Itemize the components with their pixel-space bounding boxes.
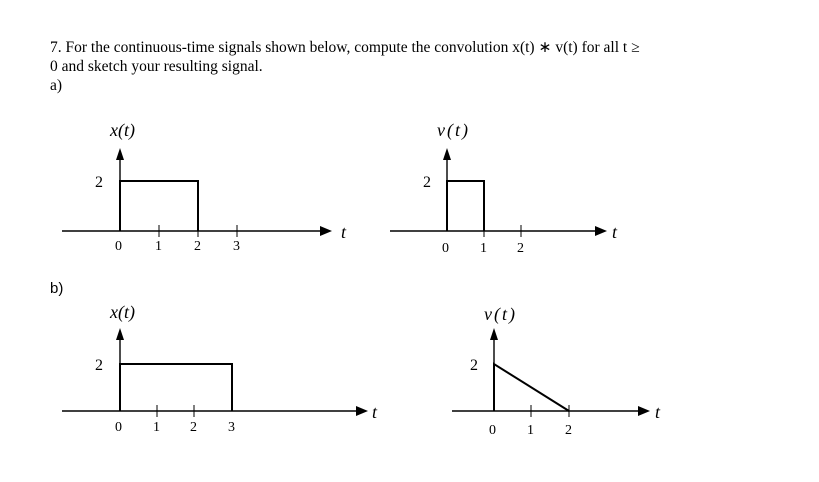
amplitude-axis-arrow (116, 148, 124, 160)
plot-title: x(t) (110, 120, 135, 140)
problem-line-2: 0 and sketch your resulting signal. (50, 58, 263, 75)
signal-x-b (120, 364, 232, 411)
plot-a-x (62, 120, 347, 254)
signal-v-b (494, 364, 569, 411)
time-axis-arrow (638, 406, 650, 416)
tick-label: 0 (442, 241, 449, 256)
time-axis-arrow (320, 226, 332, 236)
amplitude-axis-arrow (443, 148, 451, 160)
plot-b-v (452, 304, 661, 438)
time-axis-arrow (356, 406, 368, 416)
time-axis-arrow (595, 226, 607, 236)
plot-title: v(t) (437, 120, 470, 140)
tick-label: 1 (480, 241, 487, 256)
amplitude-label: 2 (95, 174, 103, 191)
tick-label: 2 (517, 241, 524, 256)
problem-line-1: 7. For the continuous-time signals shown below, compute the convolution x(t) ∗ v(t) for all t ≥ (50, 39, 640, 56)
tick-label: 1 (527, 423, 534, 438)
tick-label: 2 (565, 423, 572, 438)
plot-b-x (62, 302, 378, 435)
tick-label: 2 (190, 420, 197, 435)
tick-label: 1 (153, 420, 160, 435)
signal-v-a (447, 181, 484, 231)
tick-label: 2 (194, 239, 201, 254)
part-a-label: a) (50, 77, 63, 94)
tick-label: 1 (155, 239, 162, 254)
amplitude-axis-arrow (490, 328, 498, 340)
signal-x-a (120, 181, 198, 231)
tick-label: 0 (489, 423, 496, 438)
part-b-label: b) (50, 280, 64, 297)
plot-a-v (390, 120, 618, 256)
amplitude-axis-arrow (116, 328, 124, 340)
tick-label: 0 (115, 239, 122, 254)
axis-var-label: t (655, 402, 661, 422)
axis-var-label: t (612, 222, 618, 242)
axis-var-label: t (372, 402, 378, 422)
tick-label: 3 (228, 420, 235, 435)
plot-title: x(t) (110, 302, 135, 322)
amplitude-label: 2 (470, 357, 478, 374)
plot-title: v(t) (484, 304, 517, 324)
tick-label: 0 (115, 420, 122, 435)
amplitude-label: 2 (423, 174, 431, 191)
tick-label: 3 (233, 239, 240, 254)
amplitude-label: 2 (95, 357, 103, 374)
axis-var-label: t (341, 222, 347, 242)
